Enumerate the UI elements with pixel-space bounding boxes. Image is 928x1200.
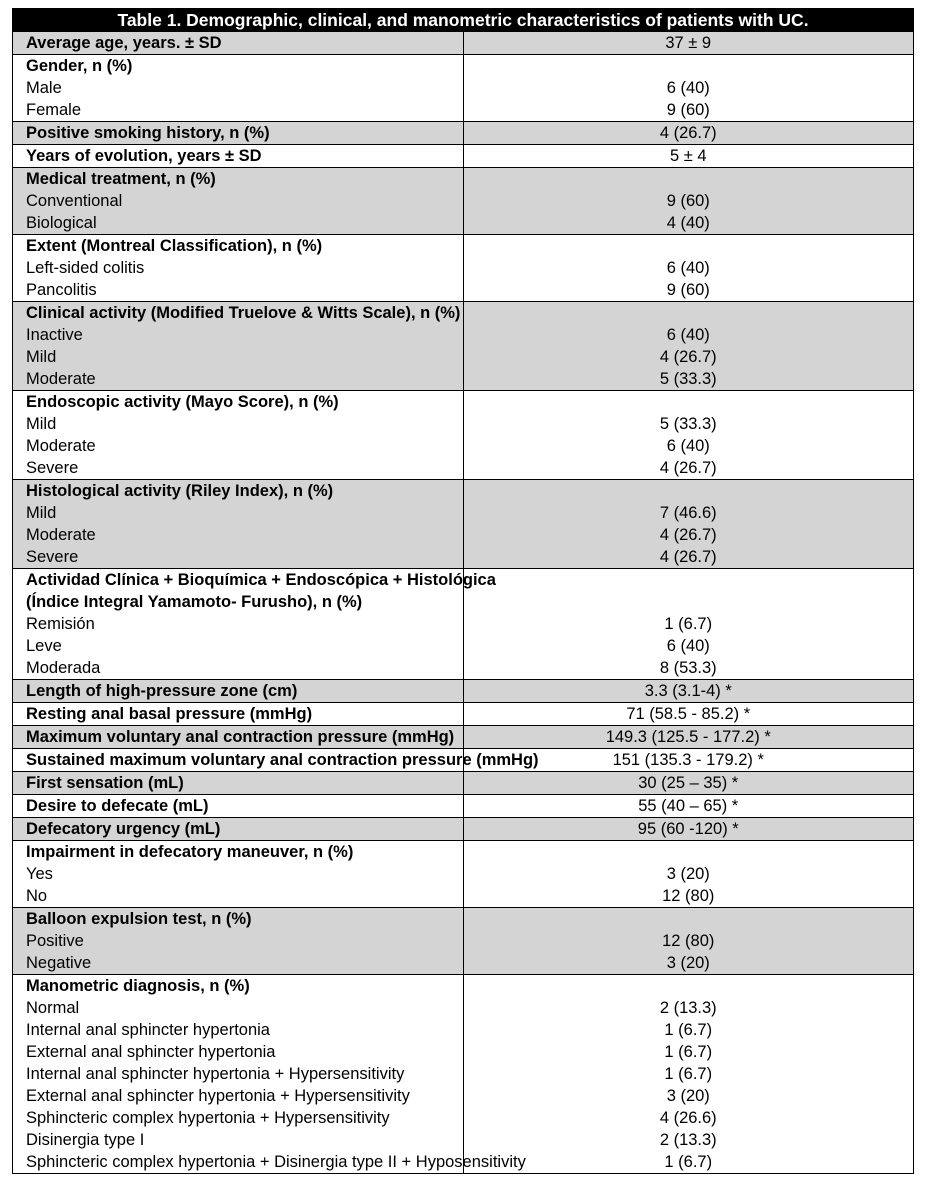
row-value-cell [463,772,914,795]
subitem-label: Severe [26,548,79,566]
row-value-cell [463,569,914,680]
row-header-label: Medical treatment, n (%) [26,170,216,188]
subitem-value: 6 (40) [666,637,710,655]
row-label-cell [13,569,496,680]
value-spacer [464,235,914,257]
row-value-cell [463,975,914,1174]
row-value-cell [463,908,914,975]
row-label-cell [13,795,464,818]
table-row [13,908,914,975]
table-title: Table 1. Demographic, clinical, and manometric characteristics of patients with UC. [13,9,914,32]
characteristics-table [12,8,914,1174]
subitem-label: Moderate [26,437,96,455]
row-value-cell [463,55,914,122]
row-value: 149.3 (125.5 - 177.2) * [605,728,771,746]
subitem-value: 7 (46.6) [659,504,717,522]
value-spacer [464,55,914,77]
row-header-label: Desire to defecate (mL) [26,797,209,815]
table-row [13,168,914,235]
row-value: 30 (25 – 35) * [638,774,739,792]
subitem-label: Leve [26,637,62,655]
subitem-value: 4 (26.6) [659,1109,717,1127]
subitem-label: Pancolitis [26,281,97,299]
subitem-label: Sphincteric complex hypertonia + Disinergia type II + Hyposensitivity [26,1153,526,1171]
subitem-value: 6 (40) [666,437,710,455]
row-header-label: Years of evolution, years ± SD [26,147,262,165]
subitem-value: 9 (60) [666,101,710,119]
row-value: 4 (26.7) [659,124,717,142]
row-label-cell [13,818,464,841]
row-value-cell [463,841,914,908]
table-row [13,703,914,726]
table-row [13,235,914,302]
subitem-value: 3 (20) [666,1087,710,1105]
subitem-value: 5 (33.3) [659,415,717,433]
row-label-cell [13,726,464,749]
subitem-label: Remisión [26,615,95,633]
row-value-cell [463,145,914,168]
value-spacer [464,591,914,613]
table-row [13,122,914,145]
subitem-label: Conventional [26,192,123,210]
subitem-value: 6 (40) [666,79,710,97]
table-row [13,680,914,703]
row-label-cell [13,480,464,569]
value-spacer [464,391,914,413]
row-value-cell [463,235,914,302]
row-value: 37 ± 9 [665,34,712,52]
subitem-value: 1 (6.7) [664,1153,713,1171]
table-row [13,726,914,749]
row-label-cell [13,122,464,145]
row-header-label: Clinical activity (Modified Truelove & Witts Scale), n (%) [26,304,461,322]
subitem-label: Severe [26,459,79,477]
row-value-cell [463,703,914,726]
subitem-label: Sphincteric complex hypertonia + Hypersensitivity [26,1109,390,1127]
subitem-label: No [26,887,48,905]
subitem-value: 4 (26.7) [659,526,717,544]
row-header-label: Gender, n (%) [26,57,133,75]
subitem-value: 2 (13.3) [659,1131,717,1149]
subitem-value: 9 (60) [666,281,710,299]
subitem-label: Normal [26,999,80,1017]
row-value-cell [463,122,914,145]
table-row [13,55,914,122]
row-header-label: Average age, years. ± SD [26,34,222,52]
row-label-cell [13,168,464,235]
table-title-row [13,9,914,32]
row-label-cell [13,749,539,772]
subitem-value: 12 (80) [662,932,715,950]
row-label-cell [13,703,464,726]
table-row [13,772,914,795]
row-header-label: Impairment in defecatory maneuver, n (%) [26,843,354,861]
row-header-label: Positive smoking history, n (%) [26,124,270,142]
subitem-label: Mild [26,348,57,366]
subitem-label: Female [26,101,82,119]
row-value: 55 (40 – 65) * [638,797,739,815]
subitem-value: 6 (40) [666,326,710,344]
row-header-label: Resting anal basal pressure (mmHg) [26,705,313,723]
row-value-cell [463,680,914,703]
subitem-value: 3 (20) [666,865,710,883]
row-label-cell [13,145,464,168]
subitem-label: Mild [26,504,57,522]
row-label-cell [13,302,464,391]
row-header-label: First sensation (mL) [26,774,184,792]
value-spacer [464,168,914,190]
row-header-label: Length of high-pressure zone (cm) [26,682,298,700]
value-spacer [464,302,914,324]
row-value: 3.3 (3.1-4) * [644,682,732,700]
row-label-cell [13,841,464,908]
subitem-label: External anal sphincter hypertonia + Hypersensitivity [26,1087,410,1105]
subitem-value: 5 (33.3) [659,370,717,388]
table-row [13,569,914,680]
subitem-label: Male [26,79,62,97]
value-spacer [464,841,914,863]
subitem-value: 9 (60) [666,192,710,210]
subitem-label: Internal anal sphincter hypertonia [26,1021,270,1039]
table-row [13,818,914,841]
table-row [13,795,914,818]
subitem-label: Positive [26,932,84,950]
subitem-value: 6 (40) [666,259,710,277]
subitem-value: 4 (26.7) [659,548,717,566]
row-header-label: Histological activity (Riley Index), n (%) [26,482,334,500]
subitem-value: 1 (6.7) [664,1043,713,1061]
subitem-value: 4 (26.7) [659,348,717,366]
row-value-cell [463,391,914,480]
row-label-cell [13,772,464,795]
table-row [13,975,914,1174]
value-spacer [464,569,914,591]
table-row [13,32,914,55]
row-value-cell [463,726,914,749]
row-header-label-continued: (Índice Integral Yamamoto- Furusho), n (%) [26,593,363,611]
subitem-value: 12 (80) [662,887,715,905]
row-label-cell [13,391,464,480]
subitem-value: 2 (13.3) [659,999,717,1017]
row-label-cell [13,680,464,703]
subitem-label: Moderate [26,370,96,388]
subitem-label: Inactive [26,326,83,344]
characteristics-table-container [12,8,914,1174]
subitem-label: Moderate [26,526,96,544]
value-spacer [464,908,914,930]
subitem-label: Internal anal sphincter hypertonia + Hypersensitivity [26,1065,405,1083]
row-label-cell [13,55,464,122]
row-value-cell [463,818,914,841]
row-value: 5 ± 4 [669,147,707,165]
row-value: 95 (60 -120) * [637,820,739,838]
row-header-label: Manometric diagnosis, n (%) [26,977,250,995]
row-value-cell [463,32,914,55]
table-row [13,302,914,391]
row-value-cell [463,480,914,569]
subitem-value: 1 (6.7) [664,1065,713,1083]
subitem-label: Left-sided colitis [26,259,145,277]
subitem-value: 4 (26.7) [659,459,717,477]
subitem-label: Negative [26,954,92,972]
subitem-label: Moderada [26,659,101,677]
subitem-value: 1 (6.7) [664,1021,713,1039]
table-row [13,391,914,480]
subitem-value: 1 (6.7) [664,615,713,633]
row-value-cell [463,795,914,818]
row-header-label: Defecatory urgency (mL) [26,820,221,838]
subitem-label: Yes [26,865,53,883]
row-label-cell [13,908,464,975]
table-row [13,145,914,168]
row-label-cell [13,235,464,302]
subitem-value: 8 (53.3) [659,659,717,677]
row-value: 151 (135.3 - 179.2) * [612,751,764,769]
subitem-label: Biological [26,214,97,232]
row-value-cell [463,168,914,235]
row-label-cell [13,32,464,55]
row-header-label: Extent (Montreal Classification), n (%) [26,237,323,255]
row-header-label: Endoscopic activity (Mayo Score), n (%) [26,393,339,411]
row-value: 71 (58.5 - 85.2) * [626,705,751,723]
row-header-label: Balloon expulsion test, n (%) [26,910,252,928]
subitem-value: 3 (20) [666,954,710,972]
row-value-cell [463,302,914,391]
subitem-label: Disinergia type I [26,1131,145,1149]
row-header-label: Sustained maximum voluntary anal contraction pressure (mmHg) [26,751,539,769]
row-label-cell [13,975,526,1174]
table-row [13,480,914,569]
subitem-label: Mild [26,415,57,433]
row-header-label: Maximum voluntary anal contraction pressure (mmHg) [26,728,455,746]
value-spacer [464,975,914,997]
subitem-value: 4 (40) [666,214,710,232]
table-row [13,841,914,908]
value-spacer [464,480,914,502]
row-header-label: Actividad Clínica + Bioquímica + Endoscópica + Histológica [26,571,496,589]
table-body [13,32,914,1174]
subitem-label: External anal sphincter hypertonia [26,1043,276,1061]
table-row [13,749,914,772]
